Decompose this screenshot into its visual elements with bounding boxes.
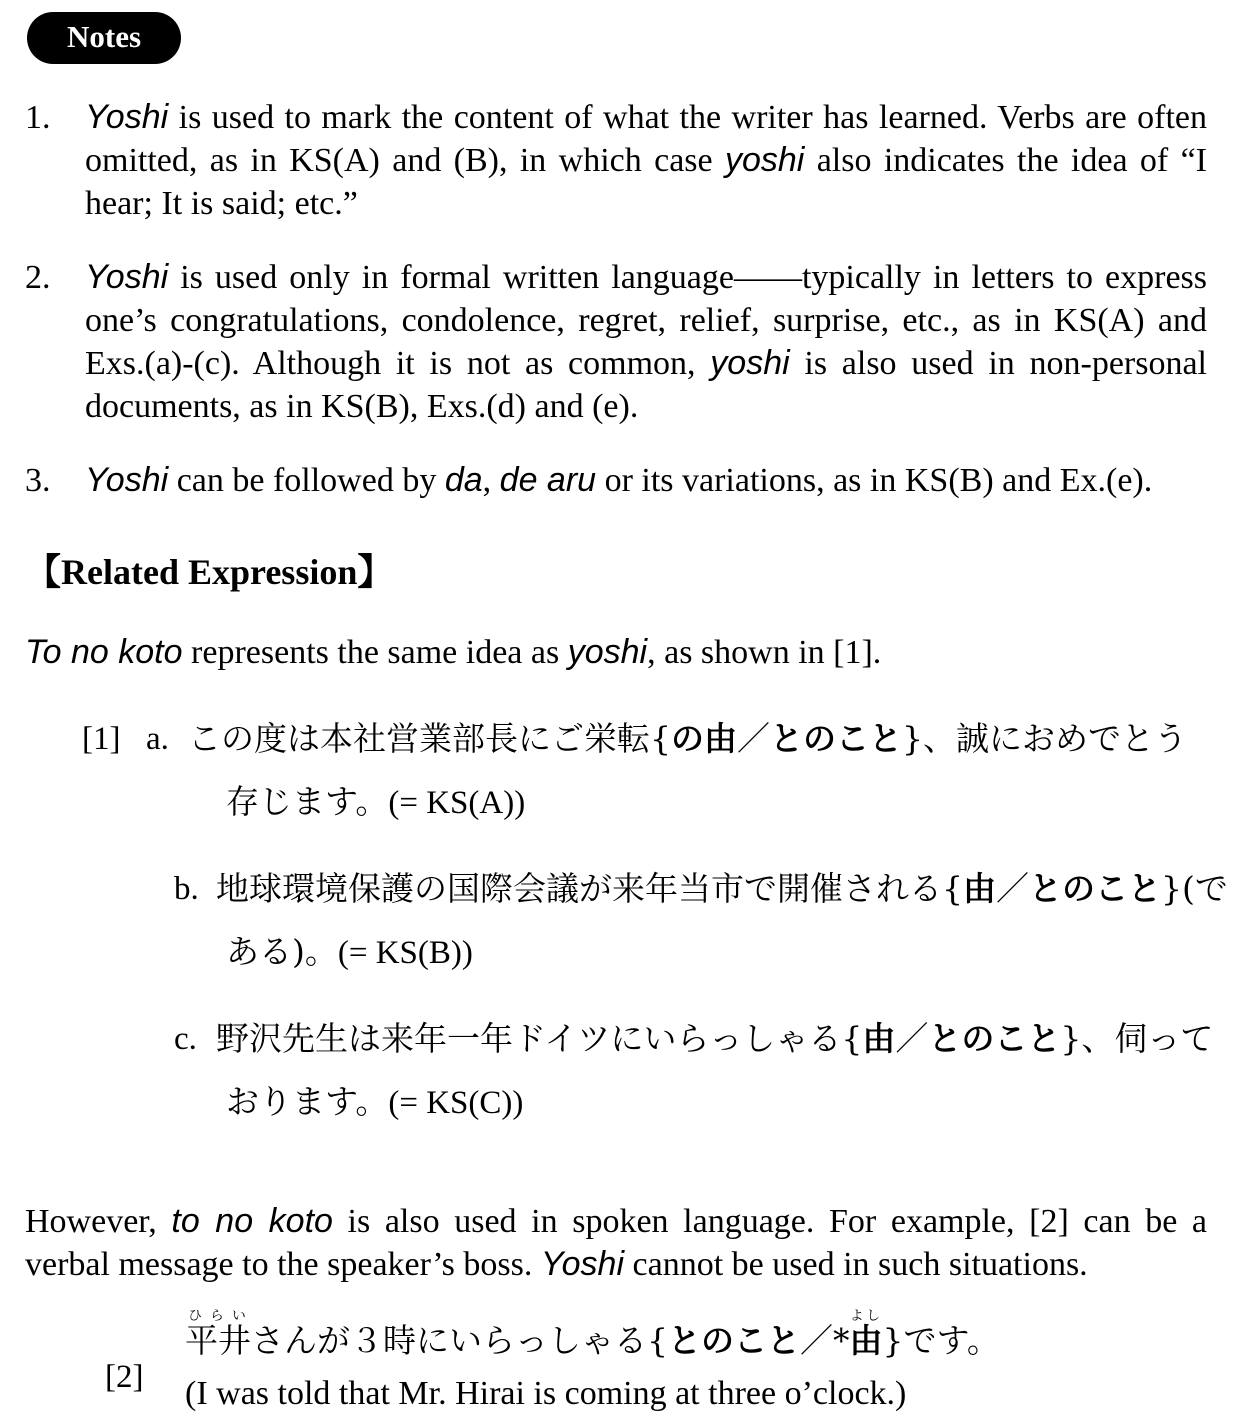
text-segment: represents the same idea as bbox=[182, 634, 568, 671]
text-segment: to no koto bbox=[171, 1202, 333, 1240]
text-segment: cannot be used in such situations. bbox=[624, 1246, 1088, 1283]
text-segment: is also used in spoken language. For example, [2] can be a verbal message to the speaker’s boss. bbox=[25, 1203, 1207, 1283]
ruby-segment: 由よし bbox=[849, 1308, 883, 1360]
text-segment: } bbox=[1060, 1019, 1082, 1058]
example-line bbox=[185, 1363, 1207, 1416]
text-segment: (= KS(A)) bbox=[388, 785, 526, 821]
example-2 bbox=[105, 1308, 1207, 1416]
example-sentence bbox=[188, 708, 1228, 834]
text-segment: da bbox=[444, 461, 483, 499]
text-segment: is used only in formal written language——typically in letters to express one’s congratulations, condolence, regret, relief, surprise, etc., as in KS(A) and Exs.(a)-(c). Although it is not as common, bbox=[85, 259, 1207, 382]
example-letter: a. bbox=[146, 721, 169, 757]
text-segment: ある)。 bbox=[226, 932, 338, 971]
note-number: 2. bbox=[25, 259, 51, 296]
text-segment: ／ bbox=[737, 719, 770, 758]
text-segment: ／ bbox=[895, 1019, 929, 1058]
text-segment: (= KS(B)) bbox=[337, 935, 473, 971]
text-segment: Yoshi bbox=[85, 258, 169, 296]
text-segment: 存じます。 bbox=[226, 782, 389, 821]
text-segment: yoshi bbox=[724, 141, 805, 179]
however-paragraph bbox=[25, 1200, 1207, 1286]
text-segment: 地球環境保護の国際会議が来年当市で開催される bbox=[216, 869, 942, 908]
example-line bbox=[188, 708, 1228, 771]
text-segment: is also used in non-personal documents, as in KS(B), Exs.(d) and (e). bbox=[85, 345, 1208, 425]
text-segment: Yoshi bbox=[85, 98, 169, 136]
text-segment: de aru bbox=[499, 461, 597, 499]
text-segment: , bbox=[482, 462, 500, 499]
related-expression-intro bbox=[25, 631, 1207, 674]
text-segment: * bbox=[833, 1321, 850, 1360]
text-segment: です。 bbox=[903, 1321, 1000, 1360]
text-segment: yoshi bbox=[567, 633, 648, 671]
text-segment: or its variations, as in KS(B) and Ex.(e). bbox=[596, 462, 1153, 499]
example-group-1 bbox=[82, 708, 1228, 1158]
example-line bbox=[216, 1008, 1228, 1071]
example-sentence bbox=[216, 1008, 1228, 1134]
note-item-2 bbox=[25, 256, 1207, 428]
text-segment: also indicates the idea of “I hear; It is said; etc.” bbox=[85, 142, 1207, 222]
text-segment: However, bbox=[25, 1203, 172, 1240]
text-segment: ／ bbox=[996, 869, 1029, 908]
example-letter: c. bbox=[174, 1021, 197, 1057]
text-segment: { bbox=[650, 719, 671, 758]
example-sentence bbox=[216, 858, 1228, 984]
text-segment: Yoshi bbox=[540, 1245, 625, 1283]
text-segment: { bbox=[647, 1321, 668, 1360]
text-segment: 由 bbox=[862, 1019, 896, 1058]
text-segment: is used to mark the content of what the writer has learned. Verbs are often omitted, as in KS(A) and (B), in which case bbox=[85, 99, 1207, 179]
ruby-segment: 平井ひらい bbox=[185, 1308, 251, 1360]
example-letter: b. bbox=[174, 871, 199, 907]
text-segment: } bbox=[902, 719, 923, 758]
note-number: 3. bbox=[25, 462, 51, 499]
text-segment: { bbox=[942, 869, 963, 908]
example-2-label: [2] bbox=[105, 1358, 144, 1395]
text-segment: ／ bbox=[800, 1321, 833, 1360]
text-segment: yoshi bbox=[710, 344, 790, 382]
text-segment: 、伺って bbox=[1081, 1019, 1214, 1058]
note-number: 1. bbox=[25, 99, 51, 136]
text-segment: 、誠におめでとう bbox=[923, 719, 1187, 758]
text-segment: , as shown in [1]. bbox=[647, 634, 882, 671]
example-group-1-label: [1] bbox=[82, 721, 121, 757]
example-line bbox=[188, 771, 1228, 834]
example-2-sentence bbox=[185, 1308, 1207, 1416]
text-segment: } bbox=[882, 1321, 904, 1360]
text-segment: (で bbox=[1182, 869, 1228, 908]
text-segment: とのこと bbox=[668, 1321, 800, 1360]
text-segment: の由 bbox=[671, 719, 737, 758]
text-segment: (I was told that Mr. Hirai is coming at three o’clock.) bbox=[185, 1375, 907, 1413]
note-item-3 bbox=[25, 459, 1207, 502]
text-segment: can be followed by bbox=[168, 462, 445, 499]
text-segment: (= KS(C)) bbox=[388, 1085, 524, 1121]
example-line bbox=[216, 921, 1228, 984]
text-segment: とのこと bbox=[1029, 869, 1161, 908]
note-item-1 bbox=[25, 96, 1207, 225]
text-segment: この度は本社営業部長にご栄転 bbox=[188, 719, 650, 758]
example-line bbox=[185, 1308, 1207, 1363]
note-text bbox=[85, 96, 1207, 225]
example-group-1-items bbox=[146, 708, 1228, 1158]
notes-section-header: Notes bbox=[27, 12, 181, 64]
text-segment: 由 bbox=[963, 869, 996, 908]
example-item-c bbox=[174, 1008, 1228, 1134]
text-segment bbox=[849, 1308, 883, 1360]
note-text bbox=[85, 256, 1207, 428]
text-segment: さんが３時にいらっしゃる bbox=[251, 1321, 647, 1360]
text-segment: } bbox=[1161, 869, 1182, 908]
note-text bbox=[85, 459, 1207, 502]
text-segment bbox=[185, 1308, 251, 1360]
text-segment: Yoshi bbox=[85, 461, 169, 499]
example-item-b bbox=[174, 858, 1228, 984]
example-line bbox=[216, 858, 1228, 921]
text-segment: To no koto bbox=[25, 633, 183, 671]
text-segment: { bbox=[841, 1019, 863, 1058]
text-segment: とのこと bbox=[928, 1019, 1061, 1058]
text-segment: とのこと bbox=[770, 719, 902, 758]
text-segment: おります。 bbox=[226, 1082, 389, 1121]
text-segment: 野沢先生は来年一年ドイツにいらっしゃる bbox=[216, 1019, 842, 1058]
related-expression-heading: 【Related Expression】 bbox=[25, 552, 394, 592]
example-line bbox=[216, 1071, 1228, 1134]
example-item-a bbox=[146, 708, 1228, 834]
